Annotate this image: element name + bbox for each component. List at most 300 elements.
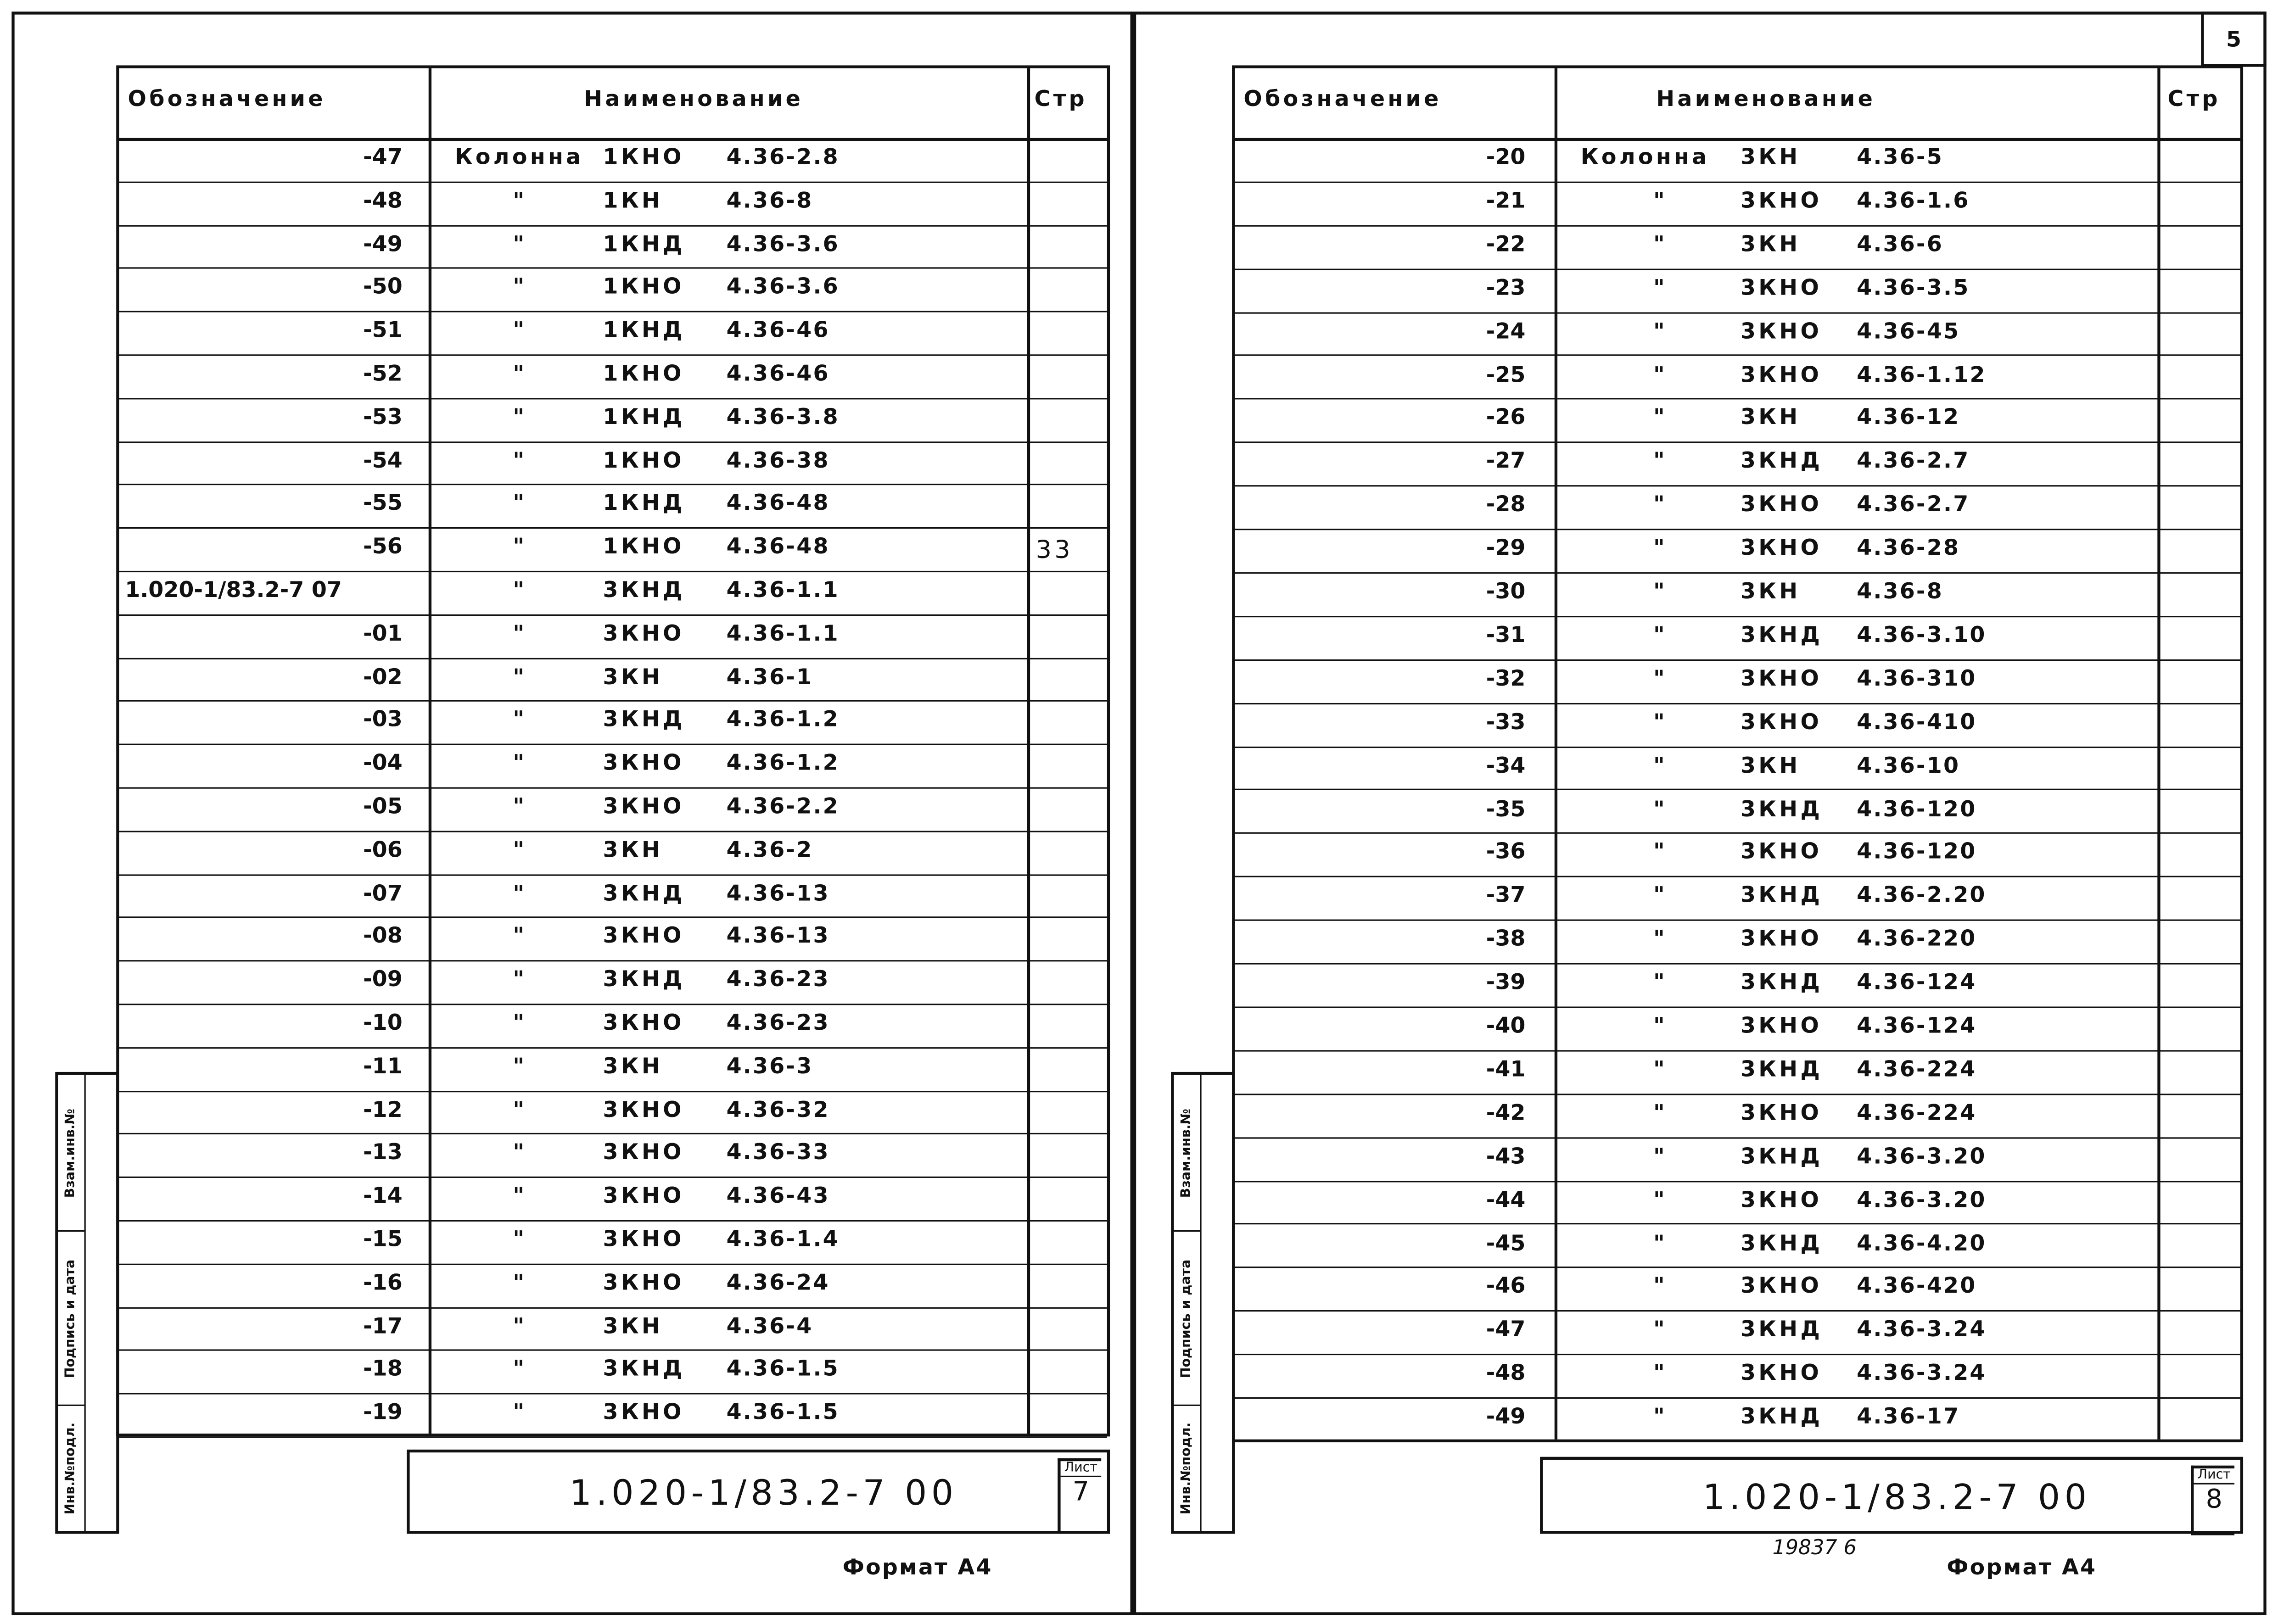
table-row [119, 1350, 1107, 1395]
column-mark: 4.36-3 [726, 1053, 813, 1079]
table-row [119, 571, 1107, 615]
designation-cell: 1.020-1/83.2-7 07 [125, 576, 342, 603]
designation-cell: -36 [1486, 838, 1526, 865]
table-row [119, 528, 1107, 572]
table-row [1235, 963, 2240, 1008]
name-prefix: Колонна [1580, 144, 1710, 170]
column-type: 3КНД [603, 966, 685, 993]
designation-cell: -48 [1486, 1360, 1526, 1386]
table-row [1235, 1137, 2240, 1182]
stamp-sign-date [58, 1232, 84, 1406]
column-type: 3КНД [1740, 1229, 1823, 1256]
column-mark: 4.36-1 [726, 663, 813, 690]
sheet-number: 7 [1072, 1477, 1090, 1508]
table-row [1235, 138, 2240, 183]
column-type: 3КНО [1740, 665, 1822, 691]
name-prefix: Колонна [454, 144, 584, 170]
ditto-mark: " [513, 1139, 525, 1166]
column-type: 3КНД [1740, 1143, 1823, 1169]
table-row [119, 484, 1107, 529]
ditto-mark: " [513, 187, 525, 213]
ditto-mark: " [513, 879, 525, 906]
column-type: 1КНО [603, 144, 684, 170]
ditto-mark: " [513, 1226, 525, 1252]
column-mark: 4.36-3.5 [1857, 274, 1970, 301]
column-type: 3КНО [1740, 187, 1822, 213]
column-type: 3КНО [1740, 708, 1822, 735]
doc-code: 1.020-1/83.2-7 00 [569, 1473, 958, 1514]
column-type: 3КНО [1740, 1099, 1822, 1126]
table-row [119, 1393, 1107, 1438]
column-type: 3КН [603, 663, 663, 690]
column-type: 3КН [603, 1312, 663, 1339]
table-row [119, 831, 1107, 875]
column-mark: 4.36-1.1 [726, 619, 840, 646]
format-label: Формат А4 [1947, 1554, 2097, 1580]
ditto-mark: " [1653, 1403, 1665, 1429]
designation-cell: -48 [363, 187, 403, 213]
column-type: 3КНД [603, 1356, 685, 1382]
designation-cell: -07 [363, 879, 403, 906]
header-designation: Обозначение [128, 85, 326, 112]
table-header [1235, 68, 2240, 141]
designation-cell: -08 [363, 923, 403, 949]
designation-cell: -43 [1486, 1143, 1526, 1169]
column-type: 3КНО [1740, 925, 1822, 952]
column-type: 3КНО [1740, 1012, 1822, 1039]
column-type: 3КНО [1740, 838, 1822, 865]
column-mark: 4.36-310 [1857, 665, 1977, 691]
column-type: 3КНО [1740, 317, 1822, 344]
ditto-mark: " [1653, 665, 1665, 691]
column-mark: 4.36-1.6 [1857, 187, 1970, 213]
table-row [1235, 1354, 2240, 1399]
stamp-label: Подпись и дата [64, 1259, 78, 1378]
ditto-mark: " [513, 403, 525, 430]
table-row [119, 398, 1107, 442]
ditto-mark: " [1653, 187, 1665, 213]
ditto-mark: " [1653, 274, 1665, 301]
column-type: 1КНО [603, 533, 684, 560]
column-mark: 4.36-1.2 [726, 749, 840, 776]
designation-cell: -47 [363, 144, 403, 170]
table-row [1235, 1267, 2240, 1312]
table-row [119, 1220, 1107, 1265]
column-mark: 4.36-3.24 [1857, 1360, 1987, 1386]
designation-cell: -39 [1486, 969, 1526, 995]
column-mark: 4.36-3.6 [726, 273, 840, 300]
designation-cell: -02 [363, 663, 403, 690]
column-mark: 4.36-124 [1857, 969, 1977, 995]
designation-cell: -19 [363, 1399, 403, 1425]
column-mark: 4.36-48 [726, 533, 830, 560]
column-mark: 4.36-224 [1857, 1055, 1977, 1082]
column-mark: 4.36-45 [1857, 317, 1960, 344]
table-row [119, 354, 1107, 399]
column-type: 1КНО [603, 273, 684, 300]
ditto-mark: " [1653, 969, 1665, 995]
table-row [1235, 355, 2240, 400]
table-row [1235, 572, 2240, 617]
column-type: 3КН [1740, 404, 1801, 431]
designation-cell: -30 [1486, 578, 1526, 604]
table-row [119, 1090, 1107, 1135]
designation-cell: -42 [1486, 1099, 1526, 1126]
designation-cell: -28 [1486, 491, 1526, 518]
table-row [119, 311, 1107, 356]
left-approval-stamp [55, 1072, 119, 1534]
column-mark: 4.36-3.10 [1857, 621, 1987, 648]
column-mark: 4.36-33 [726, 1139, 830, 1166]
column-mark: 4.36-1.2 [726, 706, 840, 733]
stamp-inv-orig [1174, 1406, 1200, 1531]
stamp-replace-inv [58, 1075, 84, 1232]
stamp-sign-date [1174, 1232, 1200, 1406]
ditto-mark: " [1653, 491, 1665, 518]
column-type: 3КНО [603, 1009, 684, 1036]
ditto-mark: " [1653, 317, 1665, 344]
column-type: 1КНО [603, 446, 684, 473]
table-row [1235, 920, 2240, 965]
table-header [119, 68, 1107, 141]
column-type: 3КНД [1740, 447, 1823, 474]
column-type: 3КНО [1740, 274, 1822, 301]
ditto-mark: " [1653, 578, 1665, 604]
designation-cell: -24 [1486, 317, 1526, 344]
column-mark: 4.36-32 [726, 1096, 830, 1122]
stamp-divider [84, 1075, 86, 1531]
table-row [119, 138, 1107, 183]
table-row [119, 1177, 1107, 1221]
header-name: Наименование [1656, 85, 1876, 112]
column-mark: 4.36-410 [1857, 708, 1977, 735]
column-mark: 4.36-6 [1857, 230, 1943, 257]
designation-cell: -05 [363, 793, 403, 820]
table-row [119, 1263, 1107, 1308]
column-type: 1КНД [603, 403, 685, 430]
designation-cell: -49 [1486, 1403, 1526, 1429]
ditto-mark: " [1653, 1272, 1665, 1299]
stamp-label: Инв.№подл. [64, 1422, 78, 1515]
ditto-mark: " [1653, 708, 1665, 735]
column-mark: 4.36-43 [726, 1183, 830, 1209]
ditto-mark: " [1653, 1055, 1665, 1082]
left-spec-table [116, 65, 1110, 1436]
column-type: 3КНО [603, 1399, 684, 1425]
column-mark: 4.36-124 [1857, 1012, 1977, 1039]
table-row [119, 658, 1107, 702]
designation-cell: -03 [363, 706, 403, 733]
column-type: 3КНД [1740, 1403, 1823, 1429]
sheet-label: Лист [1061, 1461, 1102, 1477]
column-mark: 4.36-3.6 [726, 230, 840, 257]
table-row [1235, 1397, 2240, 1442]
column-mark: 4.36-1.4 [726, 1226, 840, 1252]
column-mark: 4.36-420 [1857, 1272, 1977, 1299]
ditto-mark: " [513, 836, 525, 863]
ditto-mark: " [1653, 404, 1665, 431]
column-mark: 4.36-10 [1857, 752, 1960, 778]
column-type: 3КНО [1740, 361, 1822, 387]
ditto-mark: " [513, 1053, 525, 1079]
designation-cell: -10 [363, 1009, 403, 1036]
ditto-mark: " [513, 1269, 525, 1295]
designation-cell: -44 [1486, 1186, 1526, 1212]
ditto-mark: " [513, 490, 525, 516]
table-row [119, 874, 1107, 918]
designation-cell: -26 [1486, 404, 1526, 431]
column-type: 3КНО [603, 1139, 684, 1166]
ditto-mark: " [513, 533, 525, 560]
column-mark: 4.36-17 [1857, 1403, 1960, 1429]
table-row [119, 1133, 1107, 1178]
designation-cell: -37 [1486, 882, 1526, 909]
column-mark: 4.36-12 [1857, 404, 1960, 431]
column-mark: 4.36-23 [726, 966, 830, 993]
ditto-mark: " [1653, 361, 1665, 387]
stamp-inv-orig [58, 1406, 84, 1531]
ditto-mark: " [1653, 230, 1665, 257]
table-row [1235, 181, 2240, 226]
sheet-label: Лист [2194, 1468, 2234, 1484]
designation-cell: -13 [363, 1139, 403, 1166]
stamp-divider [1200, 1075, 1201, 1531]
ditto-mark: " [513, 619, 525, 646]
designation-cell: -11 [363, 1053, 403, 1079]
designation-cell: -50 [363, 273, 403, 300]
ditto-mark: " [513, 1183, 525, 1209]
column-mark: 4.36-1.5 [726, 1356, 840, 1382]
table-row [1235, 1050, 2240, 1095]
doc-code: 1.020-1/83.2-7 00 [1702, 1477, 2091, 1518]
designation-cell: -45 [1486, 1229, 1526, 1256]
column-type: 3КНО [1740, 1272, 1822, 1299]
column-mark: 4.36-120 [1857, 838, 1977, 865]
right-spec-table [1232, 65, 2243, 1442]
table-row [119, 787, 1107, 832]
column-mark: 4.36-24 [726, 1269, 830, 1295]
column-type: 3КНО [603, 1269, 684, 1295]
designation-cell: -53 [363, 403, 403, 430]
ditto-mark: " [1653, 752, 1665, 778]
column-type: 3КН [1740, 752, 1801, 778]
column-mark: 4.36-3.8 [726, 403, 840, 430]
column-type: 3КНО [1740, 535, 1822, 561]
column-mark: 4.36-38 [726, 446, 830, 473]
ditto-mark: " [513, 576, 525, 603]
table-row [119, 1047, 1107, 1091]
designation-cell: -38 [1486, 925, 1526, 952]
table-row [119, 917, 1107, 961]
ditto-mark: " [513, 273, 525, 300]
ditto-mark: " [513, 446, 525, 473]
column-mark: 4.36-3.20 [1857, 1186, 1987, 1212]
stamp-replace-inv [1174, 1075, 1200, 1232]
designation-cell: -27 [1486, 447, 1526, 474]
ditto-mark: " [513, 1356, 525, 1382]
designation-cell: -47 [1486, 1316, 1526, 1343]
column-mark: 4.36-1.5 [726, 1399, 840, 1425]
stamp-label: Подпись и дата [1180, 1259, 1194, 1378]
ditto-mark: " [1653, 882, 1665, 909]
designation-cell: -04 [363, 749, 403, 776]
table-row [1235, 789, 2240, 834]
designation-cell: -41 [1486, 1055, 1526, 1082]
designation-cell: -40 [1486, 1012, 1526, 1039]
ditto-mark: " [1653, 925, 1665, 952]
ditto-mark: " [1653, 447, 1665, 474]
designation-cell: -01 [363, 619, 403, 646]
header-name: Наименование [584, 85, 804, 112]
column-type: 3КНД [1740, 621, 1823, 648]
table-row [1235, 659, 2240, 704]
column-mark: 4.36-2 [726, 836, 813, 863]
column-mark: 4.36-8 [726, 187, 813, 213]
column-type: 3КНД [603, 706, 685, 733]
ditto-mark: " [513, 1009, 525, 1036]
ditto-mark: " [1653, 1143, 1665, 1169]
sheet-number: 8 [2205, 1484, 2222, 1515]
designation-cell: -52 [363, 360, 403, 386]
right-title-block [1540, 1457, 2243, 1534]
designation-cell: -25 [1486, 361, 1526, 387]
ditto-mark: " [513, 317, 525, 343]
ditto-mark: " [513, 793, 525, 820]
column-type: 3КН [1740, 230, 1801, 257]
ditto-mark: " [1653, 1099, 1665, 1126]
inventory-note: 19837 6 [1772, 1536, 1857, 1560]
column-type: 1КНД [603, 490, 685, 516]
format-label: Формат А4 [842, 1554, 993, 1580]
designation-cell: -21 [1486, 187, 1526, 213]
stamp-label: Взам.инв.№ [64, 1108, 78, 1197]
column-mark: 4.36-220 [1857, 925, 1977, 952]
column-mark: 4.36-2.8 [726, 144, 840, 170]
ditto-mark: " [513, 360, 525, 386]
column-mark: 4.36-23 [726, 1009, 830, 1036]
column-type: 3КНО [603, 1226, 684, 1252]
column-type: 3КНО [1740, 1186, 1822, 1212]
designation-cell: -15 [363, 1226, 403, 1252]
table-row [1235, 529, 2240, 574]
column-mark: 4.36-2.7 [1857, 491, 1970, 518]
page-number: 5 [2201, 11, 2266, 67]
column-type: 3КНО [603, 749, 684, 776]
column-type: 3КНД [1740, 882, 1823, 909]
column-mark: 4.36-46 [726, 317, 830, 343]
table-row [1235, 399, 2240, 444]
table-row [119, 441, 1107, 486]
column-type: 3КНО [603, 619, 684, 646]
table-row [1235, 268, 2240, 313]
ditto-mark: " [1653, 1186, 1665, 1212]
table-row [1235, 486, 2240, 530]
column-mark: 4.36-4.20 [1857, 1229, 1987, 1256]
table-row [1235, 442, 2240, 487]
column-type: 3КНД [603, 879, 685, 906]
table-row [119, 268, 1107, 313]
ditto-mark: " [1653, 838, 1665, 865]
table-row [1235, 833, 2240, 878]
column-type: 1КНД [603, 317, 685, 343]
column-type: 1КНД [603, 230, 685, 257]
designation-cell: -55 [363, 490, 403, 516]
ditto-mark: " [1653, 795, 1665, 821]
column-mark: 4.36-1.12 [1857, 361, 1987, 387]
table-row [119, 701, 1107, 745]
header-page: Стр [1034, 85, 1088, 112]
designation-cell: -16 [363, 1269, 403, 1295]
stamp-label: Инв.№подл. [1180, 1422, 1194, 1515]
table-row [119, 614, 1107, 659]
table-row [1235, 746, 2240, 791]
column-mark: 4.36-8 [1857, 578, 1943, 604]
table-row [1235, 1311, 2240, 1356]
column-type: 3КНД [1740, 969, 1823, 995]
designation-cell: -34 [1486, 752, 1526, 778]
designation-cell: -49 [363, 230, 403, 257]
column-mark: 4.36-13 [726, 923, 830, 949]
column-type: 3КН [1740, 144, 1801, 170]
column-mark: 4.36-224 [1857, 1099, 1977, 1126]
column-type: 3КН [603, 836, 663, 863]
designation-cell: -18 [363, 1356, 403, 1382]
table-row [1235, 703, 2240, 748]
column-mark: 4.36-2.20 [1857, 882, 1987, 909]
table-row [1235, 225, 2240, 270]
ditto-mark: " [1653, 1316, 1665, 1343]
sheet-number-box [1058, 1458, 1101, 1534]
column-type: 3КН [1740, 578, 1801, 604]
header-page: Стр [2167, 85, 2221, 112]
table-row [119, 181, 1107, 226]
designation-cell: -46 [1486, 1272, 1526, 1299]
left-title-block [407, 1450, 1110, 1534]
designation-cell: -32 [1486, 665, 1526, 691]
column-type: 3КН [603, 1053, 663, 1079]
ditto-mark: " [513, 923, 525, 949]
column-type: 3КНО [1740, 1360, 1822, 1386]
designation-cell: -23 [1486, 274, 1526, 301]
designation-cell: -35 [1486, 795, 1526, 821]
table-row [1235, 1006, 2240, 1051]
column-mark: 4.36-3.20 [1857, 1143, 1987, 1169]
designation-cell: -56 [363, 533, 403, 560]
table-row [1235, 616, 2240, 661]
column-mark: 4.36-5 [1857, 144, 1943, 170]
column-type: 3КНД [603, 576, 685, 603]
column-mark: 4.36-3.24 [1857, 1316, 1987, 1343]
right-approval-stamp [1171, 1072, 1235, 1534]
designation-cell: -09 [363, 966, 403, 993]
designation-cell: -33 [1486, 708, 1526, 735]
column-mark: 4.36-1.1 [726, 576, 840, 603]
column-type: 3КНД [1740, 795, 1823, 821]
table-row [119, 1306, 1107, 1351]
designation-cell: -51 [363, 317, 403, 343]
ditto-mark: " [1653, 535, 1665, 561]
table-row [1235, 1180, 2240, 1225]
column-mark: 4.36-13 [726, 879, 830, 906]
ditto-mark: " [1653, 1012, 1665, 1039]
column-type: 3КНО [603, 1096, 684, 1122]
designation-cell: -20 [1486, 144, 1526, 170]
ditto-mark: " [513, 1399, 525, 1425]
column-type: 3КНО [603, 923, 684, 949]
table-row [1235, 1094, 2240, 1138]
column-type: 1КН [603, 187, 663, 213]
ditto-mark: " [513, 749, 525, 776]
